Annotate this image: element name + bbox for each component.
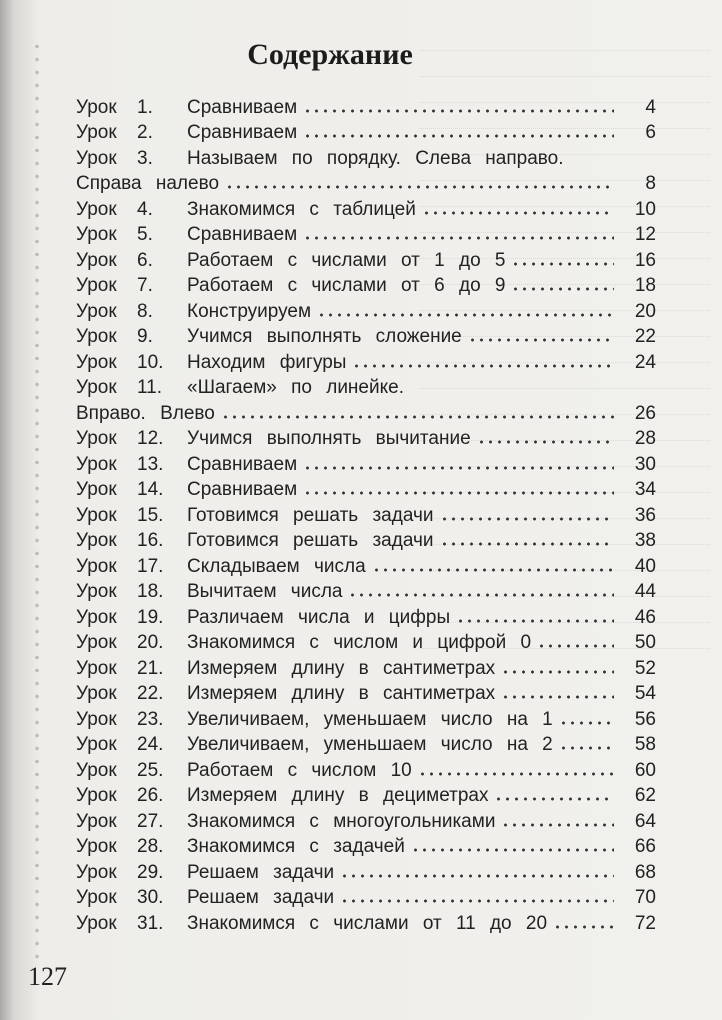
lesson-prefix: Урок: [76, 530, 117, 551]
page-ref: 58: [634, 734, 656, 755]
table-of-contents: [76, 93, 656, 935]
page-ref: 60: [634, 759, 656, 781]
lesson-prefix: Урок: [76, 708, 117, 730]
lesson-prefix: Урок: [76, 224, 117, 245]
lesson-prefix: Урок: [76, 96, 117, 118]
page-ref: 34: [634, 479, 656, 500]
dot-leader: [553, 923, 614, 931]
dot-leader: [559, 719, 614, 727]
toc-row: [76, 654, 656, 680]
toc-row: [76, 93, 656, 119]
toc-row: [76, 450, 656, 476]
page-ref: 38: [634, 530, 656, 551]
lesson-prefix: Урок: [76, 147, 117, 169]
dot-leader: [303, 132, 614, 140]
lesson-prefix: Урок: [76, 351, 117, 373]
lesson-prefix: Урок: [76, 861, 117, 883]
lesson-prefix: Урок: [76, 122, 117, 143]
toc-row: [76, 705, 656, 731]
toc-row: [76, 782, 656, 808]
lesson-title: Измеряем длину в сантиметрах: [187, 657, 496, 679]
toc-row: [76, 807, 656, 833]
toc-row: [76, 476, 656, 502]
lesson-number: 16.: [137, 530, 164, 551]
dot-leader: [559, 744, 614, 752]
lesson-number: 12.: [137, 428, 164, 449]
lesson-number: 10.: [137, 351, 164, 373]
show-through-line: [420, 76, 710, 78]
lesson-prefix: Урок: [76, 836, 117, 857]
dot-leader: [372, 566, 614, 574]
lesson-number: 1.: [137, 96, 153, 118]
lesson-title: Знакомимся с задачей: [187, 836, 405, 857]
dot-leader: [440, 540, 615, 548]
lesson-prefix: Урок: [76, 326, 117, 347]
lesson-prefix: Урок: [76, 249, 117, 271]
lesson-prefix: Урок: [76, 683, 117, 704]
lesson-title: Работаем с числами от 1 до 5: [187, 249, 506, 271]
lesson-title: Решаем задачи: [187, 861, 335, 883]
dot-leader: [303, 107, 614, 115]
toc-row: [76, 629, 656, 655]
dot-leader: [340, 872, 614, 880]
lesson-title: Знакомимся с таблицей: [187, 198, 416, 220]
dot-leader: [303, 489, 614, 497]
lesson-title: Сравниваем: [187, 479, 298, 500]
lesson-title: Работаем с числом 10: [187, 759, 412, 781]
dot-leader: [440, 515, 615, 523]
lesson-number: 15.: [137, 504, 164, 526]
toc-row: [76, 170, 656, 196]
lesson-title: Учимся выполнять вычитание: [187, 428, 471, 449]
lesson-title: Конструируем: [187, 300, 312, 322]
lesson-title: Сравниваем: [187, 96, 298, 118]
page-ref: 68: [634, 861, 656, 883]
lesson-number: 17.: [137, 555, 164, 577]
dot-leader: [537, 642, 614, 650]
toc-row: [76, 909, 656, 935]
page-ref: 54: [634, 683, 656, 704]
lesson-title: Вправо. Влево: [76, 402, 215, 424]
dot-leader: [410, 387, 614, 395]
toc-row: [76, 680, 656, 706]
toc-row: [76, 833, 656, 859]
lesson-prefix: Урок: [76, 606, 117, 628]
lesson-title: Увеличиваем, уменьшаем число на 2: [187, 734, 553, 755]
lesson-number: 20.: [137, 632, 164, 653]
dot-leader: [570, 158, 614, 166]
page-ref: 66: [634, 836, 656, 857]
lesson-number: 26.: [137, 785, 164, 806]
lesson-number: 27.: [137, 810, 164, 832]
page-ref: 56: [634, 708, 656, 730]
lesson-title: Увеличиваем, уменьшаем число на 1: [187, 708, 553, 730]
lesson-prefix: Урок: [76, 504, 117, 526]
lesson-number: 11.: [137, 377, 163, 398]
dot-leader: [511, 285, 614, 293]
page-ref: 12: [634, 224, 656, 245]
dot-leader: [348, 591, 614, 599]
toc-row: [76, 195, 656, 221]
lesson-prefix: Урок: [76, 581, 117, 602]
lesson-prefix: Урок: [76, 300, 117, 322]
dot-leader: [303, 464, 614, 472]
lesson-title: Сравниваем: [187, 453, 298, 475]
page-ref: 44: [634, 581, 656, 602]
dot-leader: [225, 183, 614, 191]
dot-leader: [221, 413, 614, 421]
page-ref: 64: [634, 810, 656, 832]
lesson-number: 14.: [137, 479, 164, 500]
lesson-title: Знакомимся с числом и цифрой 0: [187, 632, 532, 653]
dot-leader: [418, 770, 614, 778]
toc-row: [76, 246, 656, 272]
page-ref: 62: [634, 785, 656, 806]
dot-leader: [340, 897, 614, 905]
lesson-number: 28.: [137, 836, 164, 857]
toc-row: [76, 221, 656, 247]
page-ref: 40: [634, 555, 656, 577]
dot-leader: [303, 234, 614, 242]
lesson-number: 24.: [137, 734, 164, 755]
lesson-title: Складываем числа: [187, 555, 366, 577]
toc-row: [76, 501, 656, 527]
lesson-number: 29.: [137, 861, 164, 883]
lesson-number: 21.: [137, 657, 164, 679]
lesson-title: Измеряем длину в дециметрах: [187, 785, 489, 806]
toc-row: [76, 731, 656, 757]
lesson-prefix: Урок: [76, 428, 117, 449]
toc-row: [76, 348, 656, 374]
page-number: 127: [28, 962, 67, 991]
page-ref: 26: [634, 402, 656, 424]
dot-leader: [422, 209, 614, 217]
page-ref: 28: [634, 428, 656, 449]
lesson-prefix: Урок: [76, 912, 117, 934]
toc-row: [76, 323, 656, 349]
dot-leader: [494, 795, 614, 803]
page-ref: 46: [634, 606, 656, 628]
lesson-number: 6.: [137, 249, 153, 271]
binding-edge: [34, 40, 40, 960]
page-ref: 52: [634, 657, 656, 679]
toc-row: [76, 603, 656, 629]
lesson-title: Сравниваем: [187, 224, 298, 245]
lesson-title: Находим фигуры: [187, 351, 347, 373]
lesson-number: 2.: [137, 122, 153, 143]
lesson-prefix: Урок: [76, 479, 117, 500]
page-ref: 8: [645, 173, 656, 194]
dot-leader: [411, 846, 614, 854]
lesson-number: 31.: [137, 912, 164, 934]
lesson-number: 7.: [137, 275, 153, 296]
page-ref: 4: [645, 96, 656, 118]
lesson-prefix: Урок: [76, 887, 117, 908]
page-ref: 16: [634, 249, 656, 271]
page-ref: 6: [645, 122, 656, 143]
lesson-prefix: Урок: [76, 810, 117, 832]
lesson-title: Знакомимся с числами от 11 до 20: [187, 912, 548, 934]
lesson-prefix: Урок: [76, 632, 117, 653]
lesson-prefix: Урок: [76, 377, 117, 398]
page-ref: 18: [634, 275, 656, 296]
toc-row: [76, 578, 656, 604]
toc-row: [76, 425, 656, 451]
lesson-prefix: Урок: [76, 275, 117, 296]
lesson-title: Готовимся решать задачи: [187, 530, 434, 551]
dot-leader: [352, 362, 614, 370]
lesson-title: «Шагаем» по линейке.: [187, 377, 404, 398]
lesson-number: 13.: [137, 453, 164, 475]
dot-leader: [511, 260, 614, 268]
toc-row: [76, 297, 656, 323]
lesson-title: Сравниваем: [187, 122, 298, 143]
toc-row: [76, 756, 656, 782]
page-ref: 24: [634, 351, 656, 373]
lesson-number: 22.: [137, 683, 164, 704]
toc-row: [76, 374, 656, 400]
lesson-title: Различаем числа и цифры: [187, 606, 451, 628]
dot-leader: [468, 336, 614, 344]
toc-row: [76, 272, 656, 298]
toc-row: [76, 119, 656, 145]
page-ref: 30: [634, 453, 656, 475]
page-title: Содержание: [247, 38, 413, 71]
lesson-title: Вычитаем числа: [187, 581, 343, 602]
page-ref: 72: [634, 912, 656, 934]
lesson-number: 23.: [137, 708, 164, 730]
lesson-title: Учимся выполнять сложение: [187, 326, 462, 347]
lesson-title: Работаем с числами от 6 до 9: [187, 275, 506, 296]
lesson-prefix: Урок: [76, 734, 117, 755]
lesson-number: 19.: [137, 606, 164, 628]
lesson-prefix: Урок: [76, 759, 117, 781]
lesson-title: Решаем задачи: [187, 887, 335, 908]
lesson-number: 3.: [137, 147, 153, 169]
dot-leader: [501, 821, 614, 829]
lesson-prefix: Урок: [76, 657, 117, 679]
toc-row: [76, 884, 656, 910]
dot-leader: [456, 617, 614, 625]
lesson-prefix: Урок: [76, 198, 117, 220]
lesson-number: 4.: [137, 198, 153, 220]
lesson-number: 9.: [137, 326, 153, 347]
toc-row: [76, 527, 656, 553]
toc-row: [76, 858, 656, 884]
page-ref: 70: [634, 887, 656, 908]
lesson-title: Справа налево: [76, 173, 220, 194]
page-ref: 36: [634, 504, 656, 526]
lesson-number: 18.: [137, 581, 164, 602]
lesson-number: 25.: [137, 759, 164, 781]
lesson-number: 8.: [137, 300, 153, 322]
page-ref: 10: [634, 198, 656, 220]
lesson-title: Знакомимся с многоугольниками: [187, 810, 496, 832]
toc-row: [76, 144, 656, 170]
lesson-title: Измеряем длину в сантиметрах: [187, 683, 496, 704]
lesson-title: Называем по порядку. Слева направо.: [187, 147, 564, 169]
page-ref: 50: [634, 632, 656, 653]
lesson-prefix: Урок: [76, 785, 117, 806]
dot-leader: [317, 311, 614, 319]
toc-row: [76, 552, 656, 578]
dot-leader: [477, 438, 614, 446]
page-ref: 22: [634, 326, 656, 347]
dot-leader: [501, 668, 614, 676]
lesson-number: 30.: [137, 887, 164, 908]
page-ref: 20: [634, 300, 656, 322]
lesson-title: Готовимся решать задачи: [187, 504, 434, 526]
dot-leader: [501, 693, 614, 701]
lesson-prefix: Урок: [76, 555, 117, 577]
toc-row: [76, 399, 656, 425]
lesson-prefix: Урок: [76, 453, 117, 475]
lesson-number: 5.: [137, 224, 153, 245]
